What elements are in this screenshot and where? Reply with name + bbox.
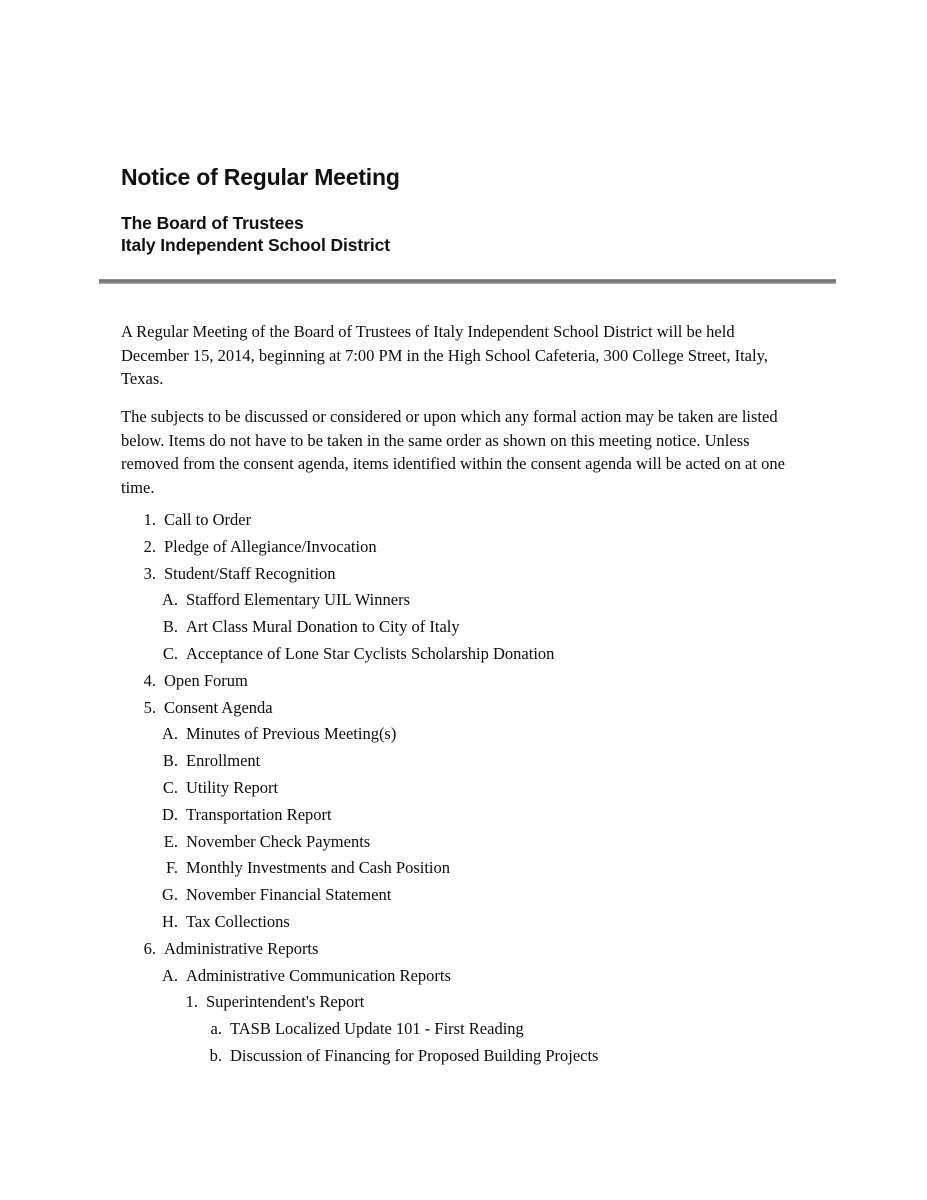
agenda-item xyxy=(0,775,927,802)
agenda-item-label: Administrative Reports xyxy=(164,938,319,958)
agenda-item-label: November Check Payments xyxy=(186,831,371,851)
subtitle-line-district: Italy Independent School District xyxy=(121,235,390,255)
agenda-item-marker: C. xyxy=(162,777,178,797)
agenda-item xyxy=(0,855,927,882)
agenda-item-label: Stafford Elementary UIL Winners xyxy=(186,590,411,610)
agenda-list xyxy=(0,507,927,1070)
agenda-item-marker: 1. xyxy=(185,992,198,1012)
agenda-item-marker: F. xyxy=(166,858,178,878)
agenda-item-label: Minutes of Previous Meeting(s) xyxy=(186,724,397,744)
header-divider-rule xyxy=(99,279,836,284)
agenda-item-marker: 6. xyxy=(143,938,156,958)
agenda-item-label: Utility Report xyxy=(186,777,279,797)
subtitle-line-board: The Board of Trustees xyxy=(121,213,304,233)
agenda-item xyxy=(0,882,927,909)
agenda-item xyxy=(0,641,927,668)
agenda-item-label: November Financial Statement xyxy=(186,885,392,905)
agenda-item-marker: 1. xyxy=(143,510,156,529)
agenda-item xyxy=(0,587,927,614)
agenda-item xyxy=(0,748,927,775)
agenda-item-label: Call to Order xyxy=(164,510,252,529)
agenda-item xyxy=(0,963,927,990)
agenda-item-label: TASB Localized Update 101 - First Reading xyxy=(230,1019,524,1039)
agenda-item xyxy=(0,802,927,829)
agenda-item xyxy=(0,829,927,856)
agenda-item-marker: 2. xyxy=(143,536,156,556)
agenda-item xyxy=(0,668,927,695)
agenda-item xyxy=(0,936,927,963)
agenda-item-label: Student/Staff Recognition xyxy=(164,563,336,583)
agenda-item-marker: a. xyxy=(210,1019,222,1039)
agenda-item-label: Superintendent's Report xyxy=(206,992,365,1012)
agenda-item xyxy=(0,561,927,588)
agenda-item-label: Acceptance of Lone Star Cyclists Scholarship Donation xyxy=(186,643,555,663)
agenda-item xyxy=(0,614,927,641)
agenda-item xyxy=(0,1043,927,1070)
agenda-item xyxy=(0,909,927,936)
agenda-item-label: Open Forum xyxy=(164,670,248,690)
agenda-item-marker: H. xyxy=(161,911,178,931)
agenda-item-label: Tax Collections xyxy=(186,911,290,931)
agenda-item-marker: 5. xyxy=(143,697,156,717)
agenda-item-marker: C. xyxy=(162,643,178,663)
agenda-item-marker: D. xyxy=(161,804,178,824)
agenda-item-marker: B. xyxy=(162,751,178,771)
agenda-item xyxy=(0,695,927,722)
agenda-item-marker: E. xyxy=(163,831,178,851)
agenda-item xyxy=(0,534,927,561)
agenda-item-label: Pledge of Allegiance/Invocation xyxy=(164,536,377,556)
agenda-item-marker: 3. xyxy=(143,563,156,583)
page-title: Notice of Regular Meeting xyxy=(121,164,400,190)
agenda-item-marker: b. xyxy=(209,1045,222,1065)
consent-agenda-notice-paragraph: The subjects to be discussed or considered or upon which any formal action may be taken are listed below. Items do not have to be taken in the same order as shown on this meeting notice. Unless removed from the consent agenda, items identified within the consent agenda will be acted on at one time. xyxy=(121,407,785,497)
agenda-item-marker: A. xyxy=(161,590,178,610)
meeting-details-paragraph: A Regular Meeting of the Board of Trustees of Italy Independent School District will be held December 15, 2014, beginning at 7:00 PM in the High School Cafeteria, 300 College Street, Italy, Texas. xyxy=(121,322,768,388)
agenda-item-label: Administrative Communication Reports xyxy=(186,965,451,985)
agenda-item-marker: G. xyxy=(161,885,178,905)
agenda-item-marker: B. xyxy=(162,617,178,637)
agenda-item xyxy=(0,721,927,748)
document-subtitle xyxy=(121,212,390,256)
agenda-item-label: Art Class Mural Donation to City of Italy xyxy=(186,617,460,637)
agenda-item xyxy=(0,989,927,1016)
agenda-item-label: Enrollment xyxy=(186,751,261,771)
agenda-item-marker: 4. xyxy=(143,670,156,690)
agenda-item xyxy=(0,507,927,534)
agenda-item xyxy=(0,1016,927,1043)
agenda-item-marker: A. xyxy=(161,724,178,744)
agenda-item-label: Monthly Investments and Cash Position xyxy=(186,858,450,878)
agenda-item-label: Discussion of Financing for Proposed Building Projects xyxy=(230,1045,599,1065)
agenda-item-marker: A. xyxy=(161,965,178,985)
agenda-item-label: Transportation Report xyxy=(186,804,332,824)
agenda-item-label: Consent Agenda xyxy=(164,697,273,717)
